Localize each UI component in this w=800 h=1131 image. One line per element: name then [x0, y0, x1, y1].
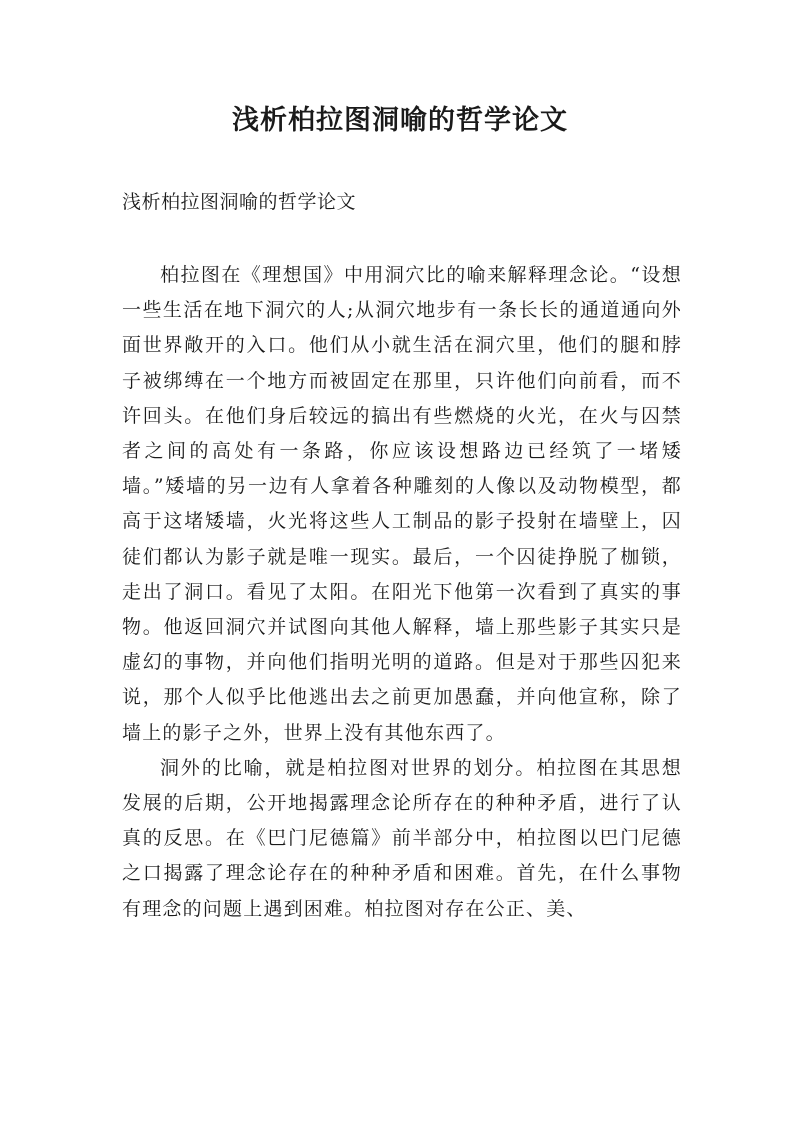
body-paragraph: 洞外的比喻，就是柏拉图对世界的划分。柏拉图在其思想发展的后期，公开地揭露理念论所存在的种种矛盾，进行了认真的反思。在《巴门尼德篇》前半部分中，柏拉图以巴门尼德之口揭露了理念论存在的种种矛盾和困难。首先，在什么事物有理念的问题上遇到困难。柏拉图对存在公正、美、 [122, 756, 682, 920]
document-body [122, 258, 682, 927]
document-title: 浅析柏拉图洞喻的哲学论文 [232, 105, 568, 136]
body-paragraph: 柏拉图在《理想国》中用洞穴比的喻来解释理念论。“设想一些生活在地下洞穴的人;从洞穴地步有一条长长的通道通向外面世界敞开的入口。他们从小就生活在洞穴里，他们的腿和脖子被绑缚在一个地方而被固定在那里，只许他们向前看，而不许回头。在他们身后较远的搞出有些燃烧的火光，在火与囚禁者之间的高处有一条路，你应该设想路边已经筑了一堵矮墙。”矮墙的另一边有人拿着各种雕刻的人像以及动物模型，都高于这堵矮墙，火光将这些人工制品的影子投射在墙壁上，囚徒们都认为影子就是唯一现实。最后，一个囚徒挣脱了枷锁，走出了洞口。看见了太阳。在阳光下他第一次看到了真实的事物。他返回洞穴并试图向其他人解释，墙上那些影子其实只是虚幻的事物，并向他们指明光明的道路。但是对于那些囚犯来说，那个人似乎比他逃出去之前更加愚蠢，并向他宣称，除了墙上的影子之外，世界上没有其他东西了。 [122, 264, 682, 744]
document-subtitle: 浅析柏拉图洞喻的哲学论文 [122, 191, 357, 213]
